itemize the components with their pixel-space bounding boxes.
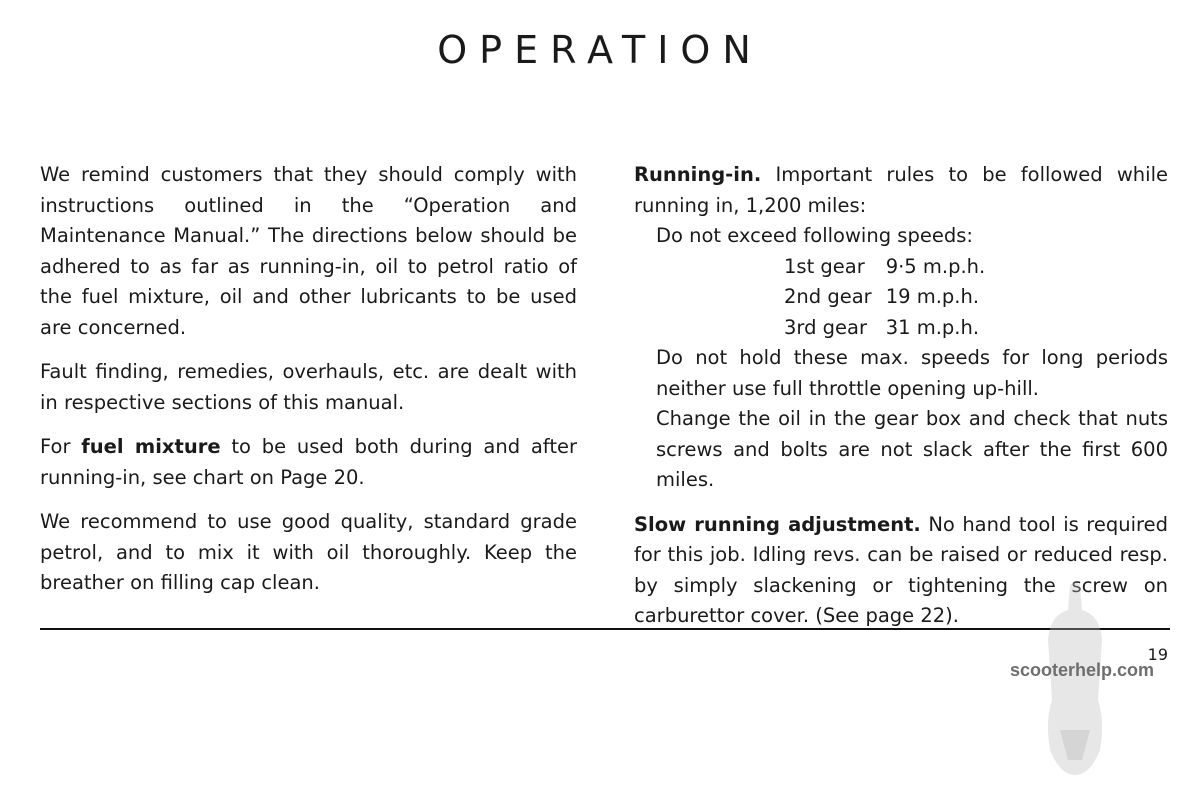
oil-change-note: Change the oil in the gear box and check that nuts screws and bolts are not slack after the first 600 miles. <box>656 407 1168 491</box>
speed-row <box>784 252 999 283</box>
fuel-mixture-pre: For <box>40 435 82 458</box>
paragraph-petrol-recommendation: We recommend to use good quality, standard grade petrol, and to mix it with oil thoroughly. Keep the breather on filling cap clean. <box>40 510 577 594</box>
left-column <box>40 160 577 613</box>
gear-label: 3rd gear <box>784 315 867 339</box>
paragraph-running-in <box>634 160 1168 221</box>
fuel-mixture-post: to be used both during and after running-in, see chart on Page 20. <box>40 435 577 489</box>
hold-speeds-note: Do not hold these max. speeds for long periods neither use full throttle opening up-hill. <box>656 346 1168 400</box>
gear-label: 1st gear <box>784 254 865 278</box>
footer-rule <box>40 628 1170 630</box>
gear-speed: 19 m.p.h. <box>885 285 980 308</box>
slow-running-heading: Slow running adjustment. <box>634 512 921 536</box>
paragraph-manual-reminder: We remind customers that they should comply with instructions outlined in the “Operation and Maintenance Manual.” The directions below should be adhered to as far as running-in, oil to petrol ratio of the fuel mixture, oil and other lubricants to be used are concerned. <box>40 163 577 339</box>
gear-label: 2nd gear <box>784 285 872 308</box>
speed-row <box>784 282 999 313</box>
running-in-text: Important rules to be followed while running in, 1,200 miles: <box>634 163 1168 217</box>
page-number: 19 <box>1147 645 1168 664</box>
speeds-intro: Do not exceed following speeds: <box>656 224 973 247</box>
fuel-mixture-term: fuel mixture <box>81 435 221 458</box>
page-title: OPERATION <box>437 28 763 72</box>
speed-row <box>784 313 999 344</box>
paragraph-fuel-mixture <box>40 432 577 493</box>
watermark-text: scooterhelp.com <box>1010 660 1155 680</box>
gear-speed: 31 m.p.h. <box>885 315 980 339</box>
paragraph-fault-finding: Fault finding, remedies, overhauls, etc. are dealt with in respective sections of this manual. <box>40 360 577 414</box>
running-in-heading: Running-in. <box>634 163 762 186</box>
speed-table <box>784 252 999 344</box>
slow-running-text: No hand tool is required for this job. Idling revs. can be raised or reduced resp. by simply slackening or tightening the screw on carburettor cover. (See page 22). <box>634 512 1168 627</box>
gear-speed: 9·5 m.p.h. <box>885 254 986 278</box>
right-column <box>634 160 1168 646</box>
